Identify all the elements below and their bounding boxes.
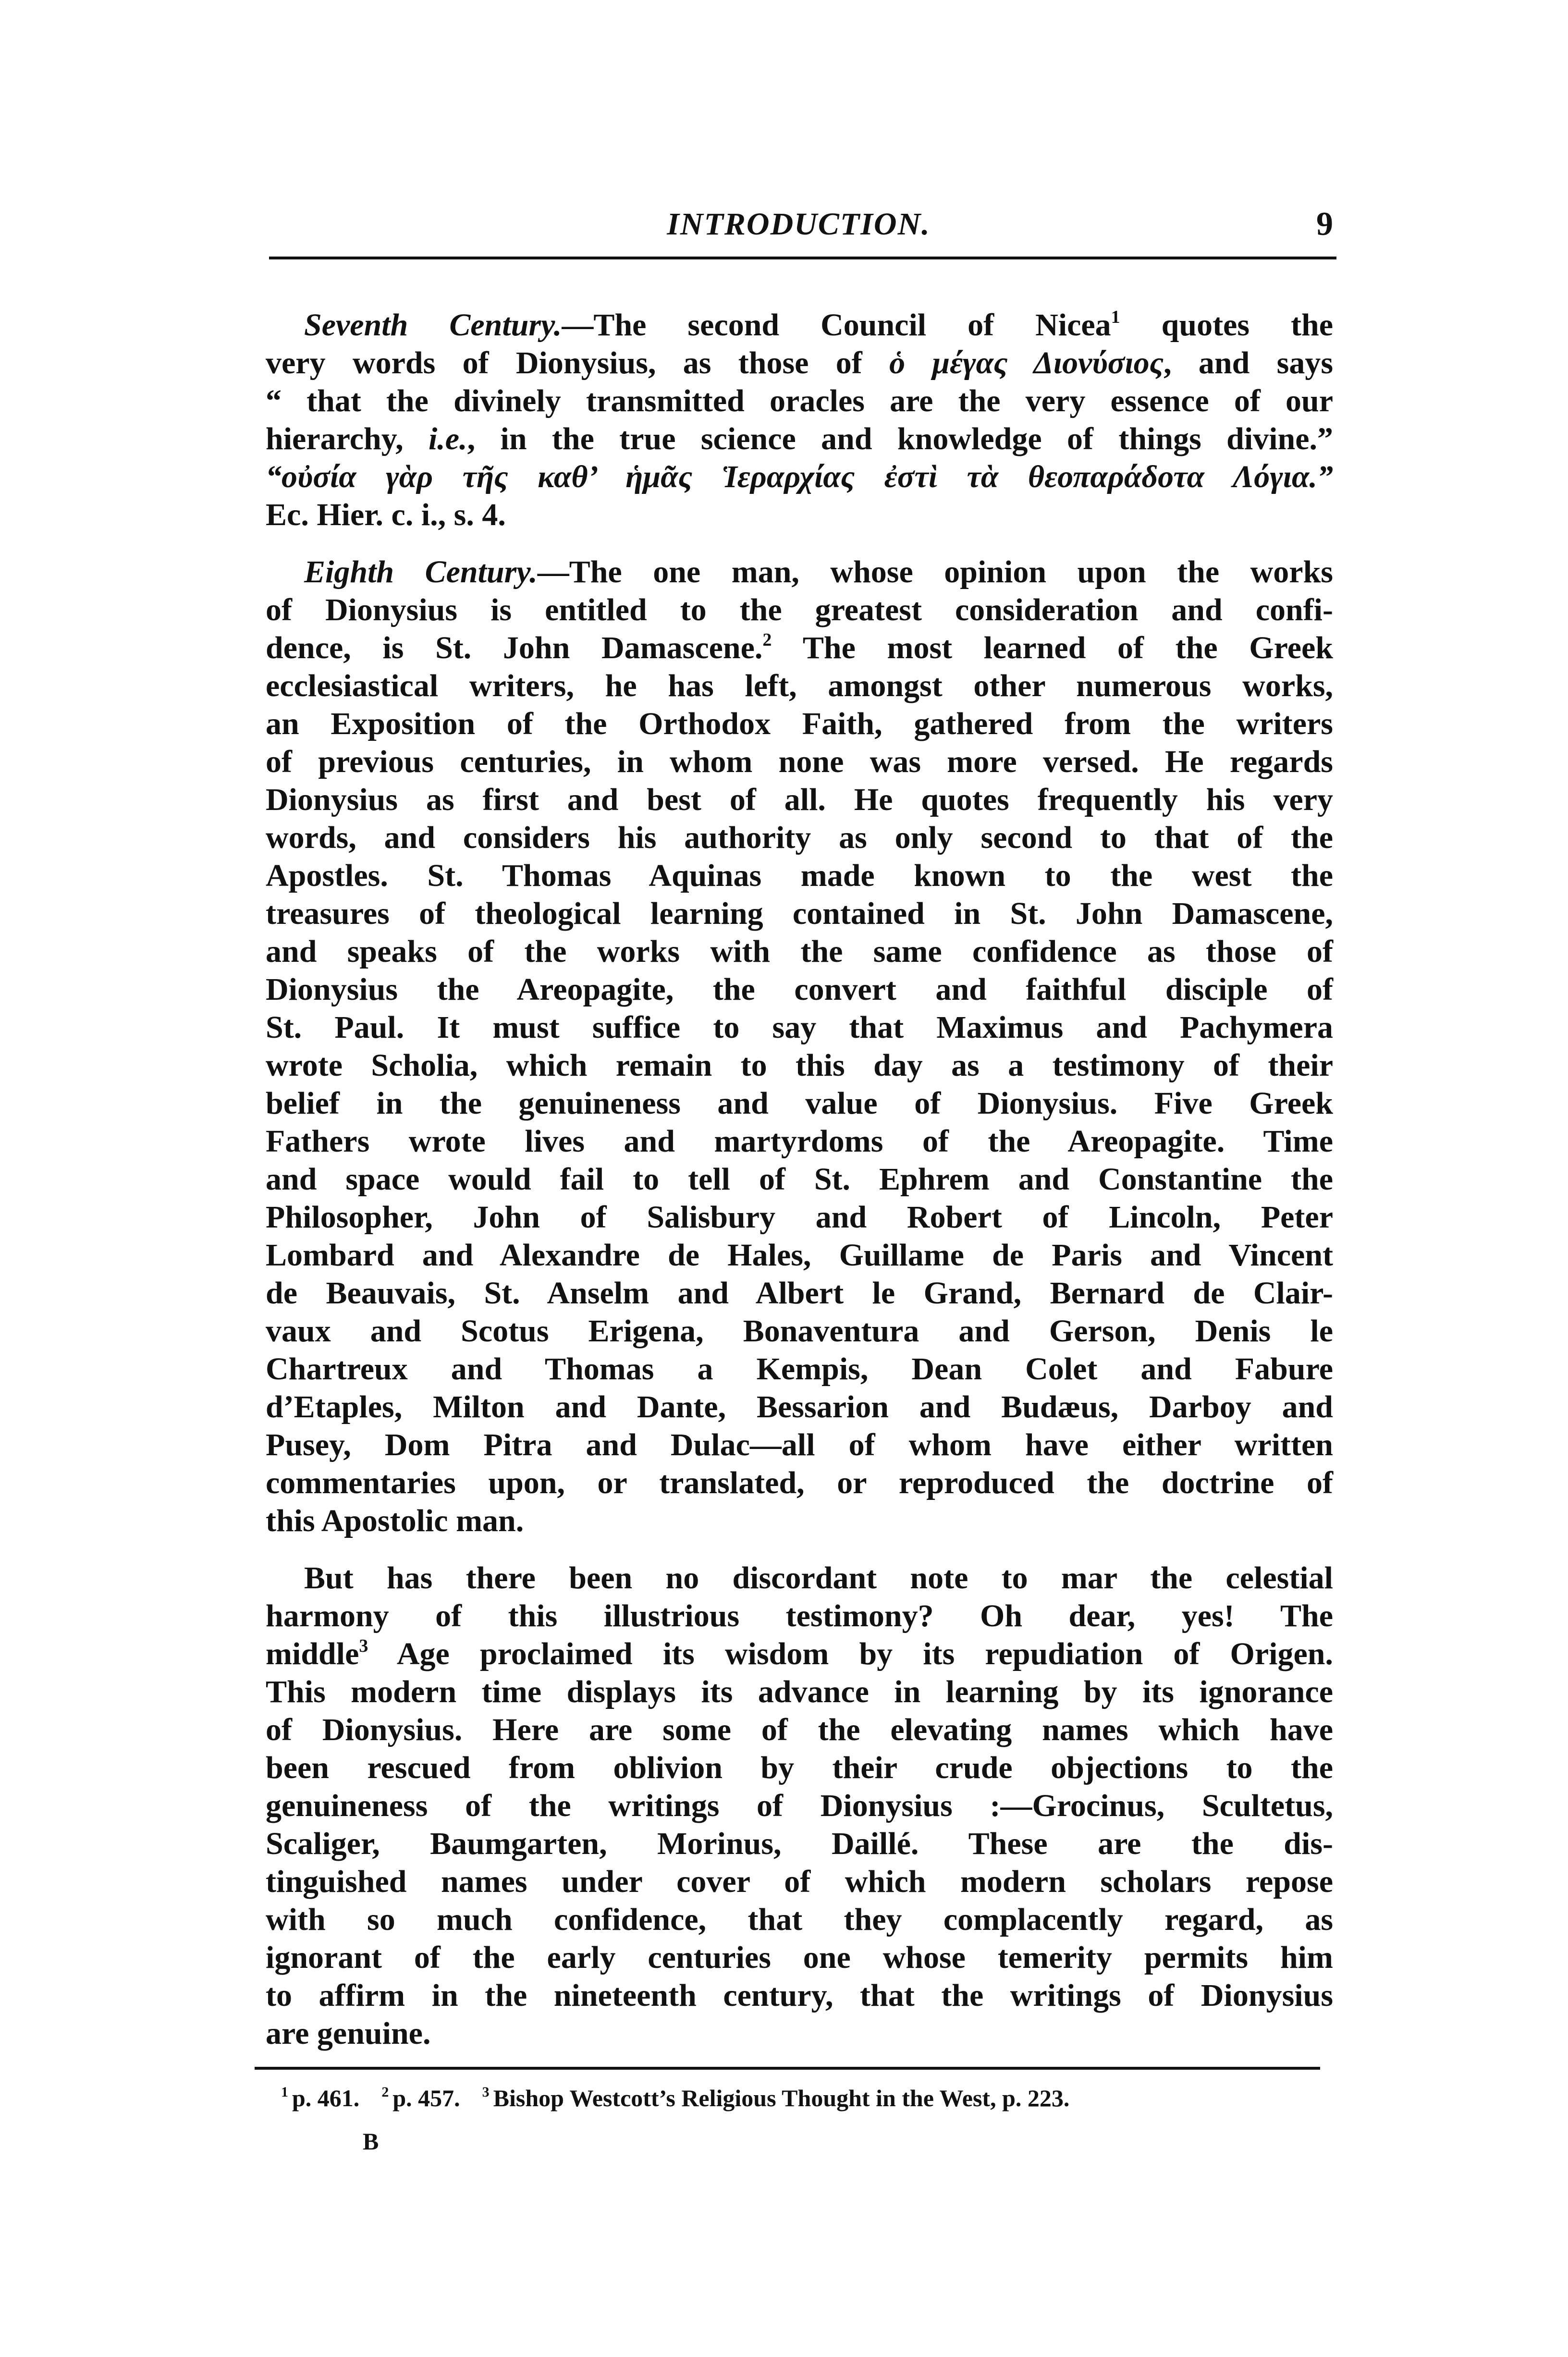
text-line — [266, 496, 1333, 534]
paragraph — [266, 553, 1333, 1540]
footnote — [482, 2085, 1070, 2111]
text-line — [266, 1673, 1333, 1711]
text-line — [266, 1863, 1333, 1901]
text-segment: Age proclaimed its wisdom by its repudiation of Origen. — [368, 1636, 1333, 1671]
text-segment: St. Paul. It must suffice to say that Maximus and Pachymera — [266, 1010, 1333, 1045]
text-segment: words, and considers his authority as only second to that of the — [266, 820, 1333, 855]
text-segment: Pusey, Dom Pitra and Dulac—all of whom have either written — [266, 1427, 1333, 1462]
text-segment: been rescued from oblivion by their crude objections to the — [266, 1750, 1333, 1785]
text-line — [266, 1635, 1333, 1673]
text-line — [266, 1008, 1333, 1046]
text-segment: Dionysius the Areopagite, the convert and faithful disciple of — [266, 972, 1333, 1007]
text-segment: Fathers wrote lives and martyrdoms of the Areopagite. Time — [266, 1124, 1333, 1159]
text-line — [266, 895, 1333, 933]
text-line — [266, 1426, 1333, 1464]
text-segment: very words of Dionysius, as those of — [266, 345, 890, 381]
paragraph — [266, 306, 1333, 534]
text-line — [266, 667, 1333, 705]
text-segment: with so much confidence, that they complacently regard, as — [266, 1902, 1333, 1937]
text-line — [266, 781, 1333, 819]
footnote-mark: 2 — [381, 2084, 389, 2100]
footnote-text: Bishop Westcott’s Religious Thought in the West, p. 223. — [493, 2085, 1070, 2111]
text-segment: middle — [266, 1636, 359, 1671]
text-line — [266, 382, 1333, 420]
text-line — [266, 420, 1333, 458]
text-line — [266, 705, 1333, 743]
text-line — [266, 629, 1333, 667]
text-line — [266, 2014, 1333, 2052]
text-segment: “ that the divinely transmitted oracles are the very essence of our — [266, 383, 1333, 418]
running-header — [264, 204, 1333, 245]
text-segment: —The one man, whose opinion upon the works — [537, 554, 1333, 589]
text-segment: to affirm in the nineteenth century, that the writings of Dionysius — [266, 1978, 1333, 2013]
footnote-rule — [255, 2067, 1320, 2070]
text-line — [266, 1388, 1333, 1426]
text-segment: , in the true science and knowledge of things divine.” — [467, 421, 1333, 456]
text-line — [266, 1939, 1333, 1976]
text-segment: This modern time displays its advance in learning by its ignorance — [266, 1674, 1333, 1709]
text-line — [266, 1274, 1333, 1312]
text-segment: , and says — [1164, 345, 1334, 381]
text-segment: and space would fail to tell of St. Ephrem and Constantine the — [266, 1162, 1333, 1197]
text-line — [266, 1749, 1333, 1787]
text-line — [266, 1464, 1333, 1502]
text-segment: harmony of this illustrious testimony? Oh dear, yes! The — [266, 1598, 1333, 1633]
text-line — [266, 306, 1333, 344]
footnote-reference: 2 — [762, 630, 772, 650]
text-line — [266, 1312, 1333, 1350]
text-segment: Dionysius as first and best of all. He quotes frequently his very — [266, 782, 1333, 817]
text-segment: of previous centuries, in whom none was more versed. He regards — [266, 744, 1333, 779]
text-segment: belief in the genuineness and value of Dionysius. Five Greek — [266, 1086, 1333, 1121]
body-text — [266, 306, 1333, 2072]
text-segment: Lombard and Alexandre de Hales, Guillame de Paris and Vincent — [266, 1238, 1333, 1273]
text-line — [266, 344, 1333, 382]
text-segment: an Exposition of the Orthodox Faith, gathered from the writers — [266, 706, 1333, 741]
text-segment: Ec. Hier. c. i., s. 4. — [266, 497, 506, 532]
footnotes — [281, 2083, 1323, 2113]
text-line — [266, 1787, 1333, 1825]
running-title: INTRODUCTION. — [667, 207, 931, 242]
text-line — [266, 1236, 1333, 1274]
text-segment: wrote Scholia, which remain to this day as a testimony of their — [266, 1048, 1333, 1083]
text-segment: Scaliger, Baumgarten, Morinus, Daillé. These are the dis- — [266, 1826, 1333, 1861]
italic-text: i.e. — [428, 421, 467, 456]
text-segment: of Dionysius. Here are some of the elevating names which have — [266, 1712, 1333, 1747]
text-line — [266, 1597, 1333, 1635]
italic-text: ὁ μέγας Διονύσιος — [889, 345, 1164, 381]
text-line — [266, 970, 1333, 1008]
text-line — [266, 857, 1333, 895]
text-segment: Apostles. St. Thomas Aquinas made known to the west the — [266, 858, 1333, 893]
header-rule — [269, 257, 1336, 259]
text-line — [266, 1901, 1333, 1939]
footnote-text: p. 457. — [392, 2085, 460, 2111]
text-line — [266, 1350, 1333, 1388]
footnote — [381, 2085, 460, 2111]
text-segment: Philosopher, John of Salisbury and Robert of Lincoln, Peter — [266, 1200, 1333, 1235]
text-line — [266, 933, 1333, 970]
text-segment: de Beauvais, St. Anselm and Albert le Grand, Bernard de Clair- — [266, 1276, 1333, 1311]
text-segment: ignorant of the early centuries one whose temerity permits him — [266, 1940, 1333, 1975]
text-line — [266, 458, 1333, 496]
text-segment: d’Etaples, Milton and Dante, Bessarion and Budæus, Darboy and — [266, 1389, 1333, 1424]
footnote-reference: 3 — [359, 1636, 368, 1656]
text-segment: treasures of theological learning contained in St. John Damascene, — [266, 896, 1333, 931]
text-segment: But has there been no discordant note to mar the celestial — [304, 1560, 1333, 1596]
italic-text: Seventh Century. — [304, 307, 562, 343]
footnote-text: p. 461. — [292, 2085, 360, 2111]
text-segment: are genuine. — [266, 2016, 431, 2051]
footnote — [281, 2085, 359, 2111]
signature-mark: B — [363, 2128, 379, 2155]
text-line — [266, 1160, 1333, 1198]
text-segment: this Apostolic man. — [266, 1503, 524, 1538]
footnote-reference: 1 — [1111, 307, 1120, 327]
text-segment: of Dionysius is entitled to the greatest consideration and confi- — [266, 592, 1333, 627]
text-segment: genuineness of the writings of Dionysius :—Grocinus, Scultetus, — [266, 1788, 1333, 1823]
text-line — [266, 1502, 1333, 1540]
paragraph — [266, 1559, 1333, 2052]
text-segment: commentaries upon, or translated, or reproduced the doctrine of — [266, 1465, 1333, 1500]
text-segment: The most learned of the Greek — [772, 630, 1334, 665]
text-line — [266, 1046, 1333, 1084]
text-line — [266, 1122, 1333, 1160]
text-segment: and speaks of the works with the same confidence as those of — [266, 934, 1333, 969]
text-segment: —The second Council of Nicea — [562, 307, 1111, 343]
text-segment: Chartreux and Thomas a Kempis, Dean Colet and Fabure — [266, 1351, 1333, 1387]
italic-text: “οὐσία γὰρ τῆς καθ’ ἡμᾶς Ἱεραρχίας ἐστὶ τὰ θεοπαράδοτα Λόγια.” — [266, 459, 1333, 494]
text-segment: vaux and Scotus Erigena, Bonaventura and Gerson, Denis le — [266, 1314, 1333, 1349]
italic-text: Eighth Century. — [304, 554, 538, 589]
text-segment: tinguished names under cover of which modern scholars repose — [266, 1864, 1333, 1899]
text-segment: dence, is St. John Damascene. — [266, 630, 763, 665]
text-line — [266, 591, 1333, 629]
text-line — [266, 1559, 1333, 1597]
text-line — [266, 1976, 1333, 2014]
text-segment: ecclesiastical writers, he has left, amongst other numerous works, — [266, 668, 1333, 703]
text-line — [266, 553, 1333, 591]
text-segment: hierarchy, — [266, 421, 429, 456]
footnote-mark: 3 — [482, 2084, 490, 2100]
footnote-mark: 1 — [281, 2084, 288, 2100]
page-number: 9 — [1316, 206, 1333, 243]
text-line — [266, 1198, 1333, 1236]
text-segment: quotes the — [1120, 307, 1333, 343]
text-line — [266, 1084, 1333, 1122]
text-line — [266, 1825, 1333, 1863]
text-line — [266, 1711, 1333, 1749]
text-line — [266, 743, 1333, 781]
text-line — [266, 819, 1333, 857]
